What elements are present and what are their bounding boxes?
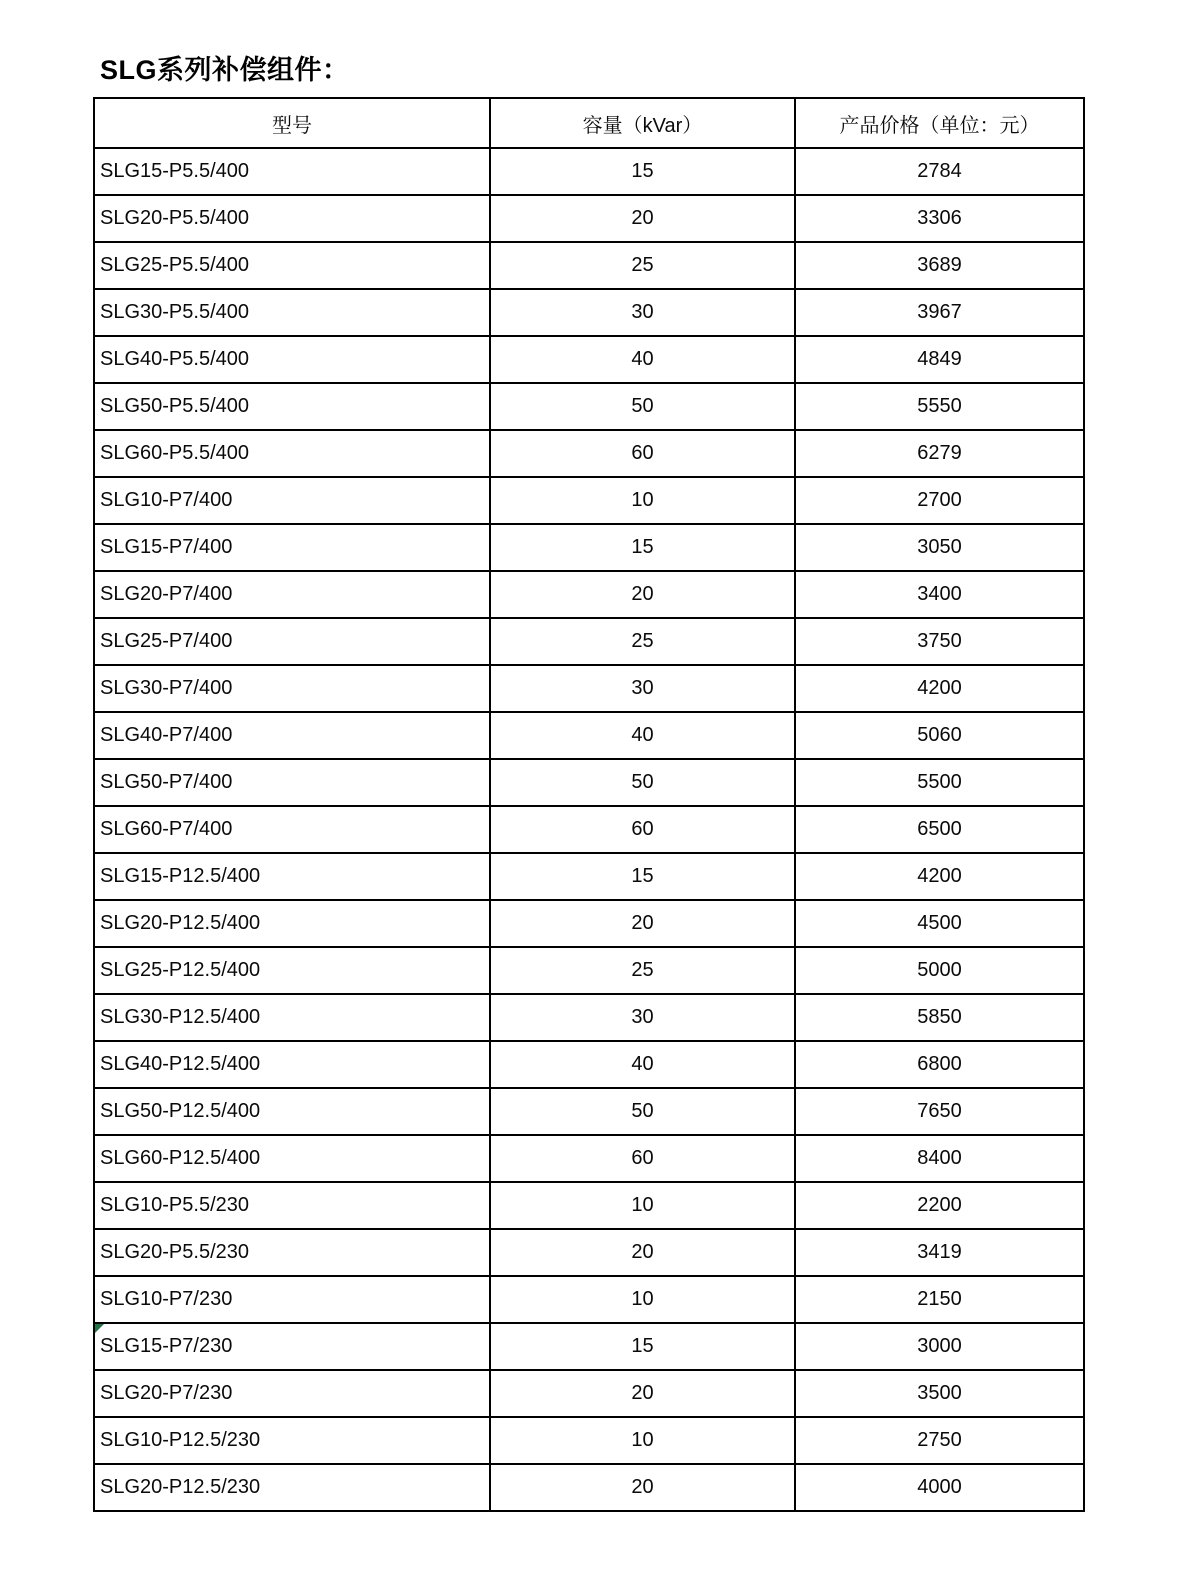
capacity-cell: 60 <box>490 430 795 477</box>
table-row <box>94 900 1084 947</box>
price-cell: 6800 <box>795 1041 1084 1088</box>
page-title: SLG系列补偿组件： <box>100 55 350 85</box>
capacity-cell: 15 <box>490 1323 795 1370</box>
capacity-cell: 60 <box>490 806 795 853</box>
table-row <box>94 1088 1084 1135</box>
capacity-cell: 60 <box>490 1135 795 1182</box>
table-row <box>94 148 1084 195</box>
capacity-cell: 30 <box>490 289 795 336</box>
capacity-cell: 20 <box>490 1229 795 1276</box>
table-row <box>94 383 1084 430</box>
table-row <box>94 947 1084 994</box>
model-cell: SLG50-P7/400 <box>94 759 490 806</box>
table-row <box>94 712 1084 759</box>
table-row <box>94 759 1084 806</box>
price-cell: 4200 <box>795 853 1084 900</box>
table-row <box>94 524 1084 571</box>
table-row <box>94 618 1084 665</box>
model-cell: SLG60-P5.5/400 <box>94 430 490 477</box>
price-cell: 4849 <box>795 336 1084 383</box>
price-cell: 3689 <box>795 242 1084 289</box>
table-row <box>94 853 1084 900</box>
model-cell: SLG40-P12.5/400 <box>94 1041 490 1088</box>
capacity-cell: 10 <box>490 1182 795 1229</box>
model-cell: SLG20-P12.5/230 <box>94 1464 490 1511</box>
header-row <box>94 98 1084 148</box>
table-row <box>94 1323 1084 1370</box>
model-cell: SLG25-P7/400 <box>94 618 490 665</box>
table-row <box>94 1229 1084 1276</box>
capacity-cell: 20 <box>490 571 795 618</box>
capacity-cell: 50 <box>490 1088 795 1135</box>
table-row <box>94 195 1084 242</box>
table-row <box>94 1041 1084 1088</box>
capacity-cell: 30 <box>490 665 795 712</box>
price-cell: 5500 <box>795 759 1084 806</box>
table-row <box>94 1135 1084 1182</box>
model-cell: SLG30-P12.5/400 <box>94 994 490 1041</box>
price-cell: 4500 <box>795 900 1084 947</box>
capacity-cell: 30 <box>490 994 795 1041</box>
model-cell: SLG20-P5.5/400 <box>94 195 490 242</box>
model-cell: SLG15-P7/400 <box>94 524 490 571</box>
model-cell: SLG25-P12.5/400 <box>94 947 490 994</box>
model-cell: SLG15-P7/230 <box>94 1323 490 1370</box>
column-header-price: 产品价格（单位：元） <box>795 98 1084 148</box>
price-cell: 3967 <box>795 289 1084 336</box>
price-cell: 5550 <box>795 383 1084 430</box>
model-cell: SLG20-P7/400 <box>94 571 490 618</box>
column-header-capacity: 容量（kVar） <box>490 98 795 148</box>
table-row <box>94 1182 1084 1229</box>
price-cell: 6500 <box>795 806 1084 853</box>
price-cell: 3419 <box>795 1229 1084 1276</box>
model-cell: SLG60-P12.5/400 <box>94 1135 490 1182</box>
price-cell: 3400 <box>795 571 1084 618</box>
capacity-cell: 25 <box>490 618 795 665</box>
model-cell: SLG20-P5.5/230 <box>94 1229 490 1276</box>
price-cell: 2150 <box>795 1276 1084 1323</box>
price-cell: 3050 <box>795 524 1084 571</box>
price-cell: 4200 <box>795 665 1084 712</box>
capacity-cell: 25 <box>490 242 795 289</box>
capacity-cell: 10 <box>490 1276 795 1323</box>
price-cell: 2784 <box>795 148 1084 195</box>
model-cell: SLG40-P7/400 <box>94 712 490 759</box>
table-row <box>94 430 1084 477</box>
table-row <box>94 242 1084 289</box>
price-cell: 6279 <box>795 430 1084 477</box>
capacity-cell: 10 <box>490 477 795 524</box>
capacity-cell: 20 <box>490 195 795 242</box>
model-cell: SLG30-P5.5/400 <box>94 289 490 336</box>
table-row <box>94 336 1084 383</box>
model-cell: SLG15-P5.5/400 <box>94 148 490 195</box>
price-cell: 3306 <box>795 195 1084 242</box>
capacity-cell: 15 <box>490 524 795 571</box>
price-cell: 4000 <box>795 1464 1084 1511</box>
capacity-cell: 20 <box>490 1464 795 1511</box>
model-cell: SLG20-P12.5/400 <box>94 900 490 947</box>
capacity-cell: 15 <box>490 853 795 900</box>
price-cell: 5060 <box>795 712 1084 759</box>
model-cell: SLG50-P12.5/400 <box>94 1088 490 1135</box>
table-row <box>94 806 1084 853</box>
capacity-cell: 50 <box>490 383 795 430</box>
model-cell: SLG10-P12.5/230 <box>94 1417 490 1464</box>
table-row <box>94 994 1084 1041</box>
price-cell: 2200 <box>795 1182 1084 1229</box>
table-row <box>94 665 1084 712</box>
price-cell: 5000 <box>795 947 1084 994</box>
model-cell: SLG10-P7/400 <box>94 477 490 524</box>
capacity-cell: 20 <box>490 1370 795 1417</box>
price-cell: 3750 <box>795 618 1084 665</box>
capacity-cell: 40 <box>490 712 795 759</box>
price-cell: 3000 <box>795 1323 1084 1370</box>
table-row <box>94 289 1084 336</box>
capacity-cell: 10 <box>490 1417 795 1464</box>
price-cell: 2700 <box>795 477 1084 524</box>
model-cell: SLG15-P12.5/400 <box>94 853 490 900</box>
table-row <box>94 1276 1084 1323</box>
table-row <box>94 571 1084 618</box>
table-row <box>94 1370 1084 1417</box>
capacity-cell: 50 <box>490 759 795 806</box>
model-cell: SLG50-P5.5/400 <box>94 383 490 430</box>
capacity-cell: 25 <box>490 947 795 994</box>
price-cell: 7650 <box>795 1088 1084 1135</box>
model-cell: SLG10-P7/230 <box>94 1276 490 1323</box>
capacity-cell: 20 <box>490 900 795 947</box>
capacity-cell: 15 <box>490 148 795 195</box>
table-row <box>94 1417 1084 1464</box>
capacity-cell: 40 <box>490 336 795 383</box>
table-body <box>94 148 1084 1511</box>
model-cell: SLG40-P5.5/400 <box>94 336 490 383</box>
price-cell: 5850 <box>795 994 1084 1041</box>
price-cell: 8400 <box>795 1135 1084 1182</box>
model-cell: SLG10-P5.5/230 <box>94 1182 490 1229</box>
column-header-model: 型号 <box>94 98 490 148</box>
model-cell: SLG25-P5.5/400 <box>94 242 490 289</box>
table-header <box>94 98 1084 148</box>
model-cell: SLG60-P7/400 <box>94 806 490 853</box>
table-row <box>94 477 1084 524</box>
table-row <box>94 1464 1084 1511</box>
model-cell: SLG20-P7/230 <box>94 1370 490 1417</box>
model-cell: SLG30-P7/400 <box>94 665 490 712</box>
capacity-cell: 40 <box>490 1041 795 1088</box>
price-cell: 3500 <box>795 1370 1084 1417</box>
price-table <box>93 97 1085 1512</box>
price-cell: 2750 <box>795 1417 1084 1464</box>
